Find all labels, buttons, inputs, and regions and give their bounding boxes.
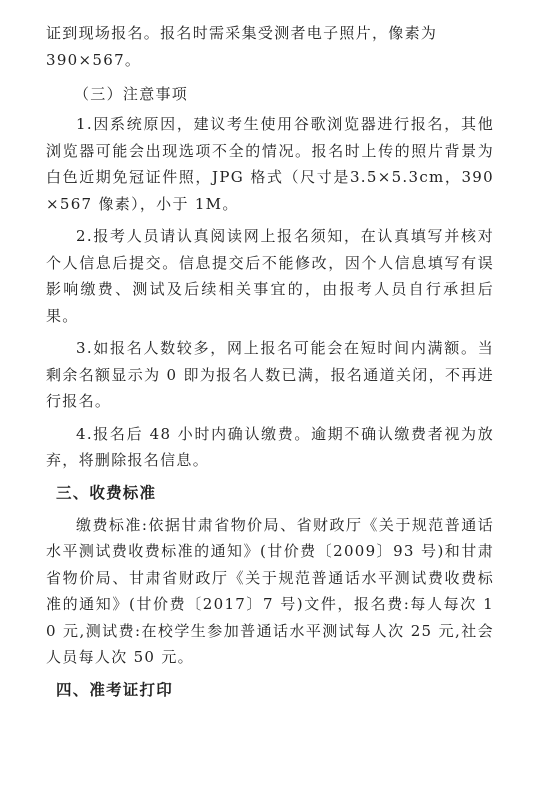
fees-section-heading: 三、收费标准: [56, 483, 157, 502]
note-item-2: 2.报考人员请认真阅读网上报名须知，在认真填写并核对个人信息后提交。信息提交后不能修改，因个人信息填写有误影响缴费、测试及后续相关事宜的，由报考人员自行承担后果。: [46, 227, 494, 325]
note-item-4: 4.报名后 48 小时内确认缴费。逾期不确认缴费者视为放弃，将删除报名信息。: [46, 424, 494, 469]
note-item-1: 1.因系统原因，建议考生使用谷歌浏览器进行报名，其他浏览器可能会出现选项不全的情况。报名时上传的照片背景为白色近期免冠证件照，JPG 格式（尺寸是3.5×5.3cm，390×567 像素），小于 1M。: [46, 115, 494, 213]
intro-line: 证到现场报名。报名时需采集受测者电子照片，像素为: [46, 24, 438, 42]
fees-paragraph: 缴费标准:依据甘肃省物价局、省财政厅《关于规范普通话水平测试费收费标准的通知》(甘价费〔2009〕93 号)和甘肃省物价局、甘肃省财政厅《关于规范普通话水平测试费收费标准的通知》(甘价费〔2017〕7 号)文件，报名费:每人每次 10 元,测试费:在校学生参加普通话水平测试每人次 25 元,社会人员每人次 50 元。: [46, 515, 494, 666]
notes-heading: （三）注意事项: [74, 85, 189, 103]
admission-ticket-heading: 四、准考证打印: [56, 680, 173, 699]
note-item-3: 3.如报名人数较多，网上报名可能会在短时间内满额。当剩余名额显示为 0 即为报名人数已满，报名通道关闭，不再进行报名。: [46, 339, 494, 410]
intro-line: 390×567。: [46, 50, 142, 69]
